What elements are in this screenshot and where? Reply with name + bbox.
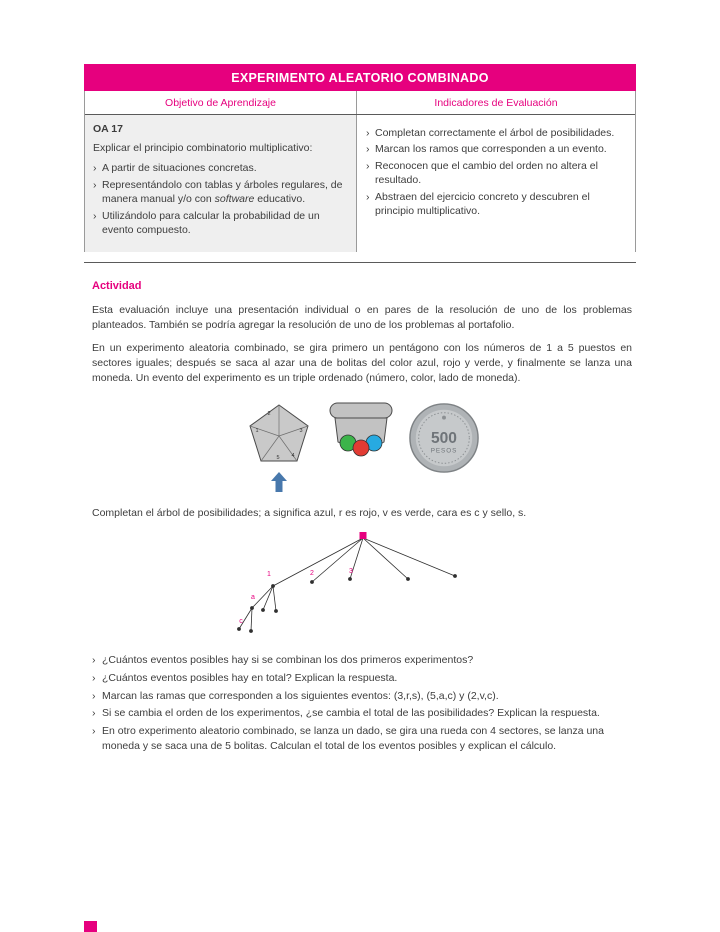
- question-3-text: Marcan las ramas que corresponden a los siguientes eventos: (3,r,s), (5,a,c) y (2,v,c).: [102, 689, 499, 702]
- activity-paragraph-2: En un experimento aleatoria combinado, se gira primero un pentágono con los números de 1 a 5 puestos en sectores iguales; después se saca al azar una de bolitas del color azul, rojo y verde, y finalmente se lanza una moneda. Un evento del experimento es un triple ordenado (número, color, lado de moneda).: [92, 341, 632, 384]
- coin-label: PESOS: [430, 447, 458, 455]
- bullet-marker: ›: [366, 126, 370, 139]
- tree-nodes: [237, 574, 457, 633]
- pentagon-spinner-figure: [244, 402, 314, 492]
- indicador-bullet-4-text: Abstraen del ejercicio concreto y descubren el principio multiplicativo.: [375, 191, 590, 218]
- bullet-marker: ›: [366, 143, 370, 156]
- tree-label-2: 2: [310, 569, 314, 577]
- tree-branches: [239, 538, 455, 631]
- bullet-marker: ›: [93, 209, 97, 222]
- indicadores-cell: [357, 115, 635, 252]
- tree-labels: [239, 568, 353, 625]
- tree-root-node: [360, 532, 367, 539]
- tree-caption: Completan el árbol de posibilidades; a significa azul, r es rojo, v es verde, cara es c y sello, s.: [92, 506, 527, 519]
- question-item-3: [92, 689, 632, 704]
- bullet-marker: ›: [366, 160, 370, 173]
- table-header-row: [85, 91, 635, 115]
- indicador-bullet-3-text: Reconocen que el cambio del orden no altera el resultado.: [375, 160, 598, 187]
- page-footer-marker: [84, 921, 97, 932]
- objetivo-bullet-2: [93, 178, 346, 207]
- indicador-bullet-1-text: Completan correctamente el árbol de posibilidades.: [375, 126, 615, 139]
- question-4-text: Si se cambia el orden de los experimentos, ¿se cambia el total de las posibilidades? Explican la respuesta.: [102, 707, 600, 720]
- tree-label-1: 1: [267, 570, 271, 578]
- svg-text:3: 3: [299, 427, 303, 434]
- indicador-bullet-3: [366, 159, 625, 188]
- activity-heading: Actividad: [92, 279, 142, 292]
- objetivo-bullet-3-text: Utilizándolo para calcular la probabilidad de un evento compuesto.: [102, 209, 320, 237]
- question-item-2: [92, 671, 632, 686]
- worksheet: [84, 64, 636, 757]
- column-header-objetivo: Objetivo de Aprendizaje: [85, 91, 357, 114]
- probability-tree-figure: [92, 529, 632, 641]
- pentagon-spinner-icon: [244, 402, 314, 466]
- bullet-marker: ›: [92, 653, 96, 666]
- red-ball: [353, 440, 369, 456]
- activity-section: [84, 280, 632, 754]
- table-body-row: [85, 115, 635, 252]
- svg-text:2: 2: [267, 410, 271, 417]
- objetivo-bullet-2-italic: software: [214, 193, 255, 206]
- svg-text:5: 5: [276, 454, 280, 461]
- activity-paragraph-1: Esta evaluación incluye una presentación individual o en pares de la resolución de uno de los problemas planteados. También se podría agregar la resolución de uno de los problemas al portafolio.: [92, 303, 632, 331]
- objetivo-bullet-3: [93, 209, 346, 238]
- document-title: EXPERIMENTO ALEATORIO COMBINADO: [231, 70, 489, 85]
- oa-table: [84, 91, 636, 252]
- figures-row: [92, 402, 632, 492]
- section-divider: [84, 262, 636, 263]
- coin-emblem: [442, 416, 446, 420]
- objetivo-cell: [85, 115, 357, 252]
- objetivo-bullet-1-text: A partir de situaciones concretas.: [102, 162, 257, 174]
- question-5-text: En otro experimento aleatorio combinado, se lanza un dado, se gira una rueda con 4 sectores, se lanza una moneda y se saca una de 5 bolitas. Calculan el total de los eventos posibles y explican el cálculo.: [102, 725, 604, 752]
- objetivo-bullet-2-pre: Representándolo con tablas y árboles regulares, de manera manual y/o con: [102, 178, 343, 206]
- indicador-bullet-2: [366, 142, 625, 156]
- bullet-marker: ›: [92, 689, 96, 702]
- objetivo-bullet-2-post: educativo.: [254, 193, 306, 206]
- bullet-marker: ›: [92, 671, 96, 684]
- oa-code: OA 17: [93, 123, 123, 135]
- question-item-5: [92, 724, 632, 754]
- objetivo-bullet-1: [93, 161, 346, 175]
- tree-label-c: c: [239, 617, 243, 625]
- coin-icon: [408, 402, 480, 474]
- pointer-arrow-icon: [271, 472, 287, 492]
- coin-figure: [408, 402, 480, 474]
- indicador-bullet-2-text: Marcan los ramos que corresponden a un evento.: [375, 143, 607, 156]
- indicador-bullet-4: [366, 190, 625, 219]
- bullet-marker: ›: [92, 725, 96, 738]
- bag-of-balls-icon: [328, 402, 394, 460]
- bag-of-balls-figure: [328, 402, 394, 460]
- objetivo-intro: Explicar el principio combinatorio multiplicativo:: [93, 142, 313, 154]
- bag-top: [330, 403, 392, 418]
- bullet-marker: ›: [93, 162, 97, 174]
- question-item-1: [92, 653, 632, 668]
- bullet-marker: ›: [92, 707, 96, 720]
- svg-text:1: 1: [255, 427, 259, 434]
- questions-list: [92, 653, 632, 754]
- question-2-text: ¿Cuántos eventos posibles hay en total? Explican la respuesta.: [102, 671, 398, 684]
- bullet-marker: ›: [366, 191, 370, 204]
- bullet-marker: ›: [93, 178, 97, 191]
- probability-tree-diagram: [232, 529, 492, 641]
- svg-text:4: 4: [291, 452, 295, 459]
- question-item-4: [92, 706, 632, 721]
- coin-value: 500: [431, 429, 457, 447]
- column-header-indicadores: Indicadores de Evaluación: [434, 96, 558, 109]
- question-1-text: ¿Cuántos eventos posibles hay si se combinan los dos primeros experimentos?: [102, 653, 474, 666]
- document-title-bar: [84, 64, 636, 91]
- objetivo-bullet-2-text: [102, 179, 343, 205]
- indicador-bullet-1: [366, 126, 625, 140]
- tree-label-a: a: [251, 593, 255, 601]
- tree-label-3: 3: [349, 567, 353, 575]
